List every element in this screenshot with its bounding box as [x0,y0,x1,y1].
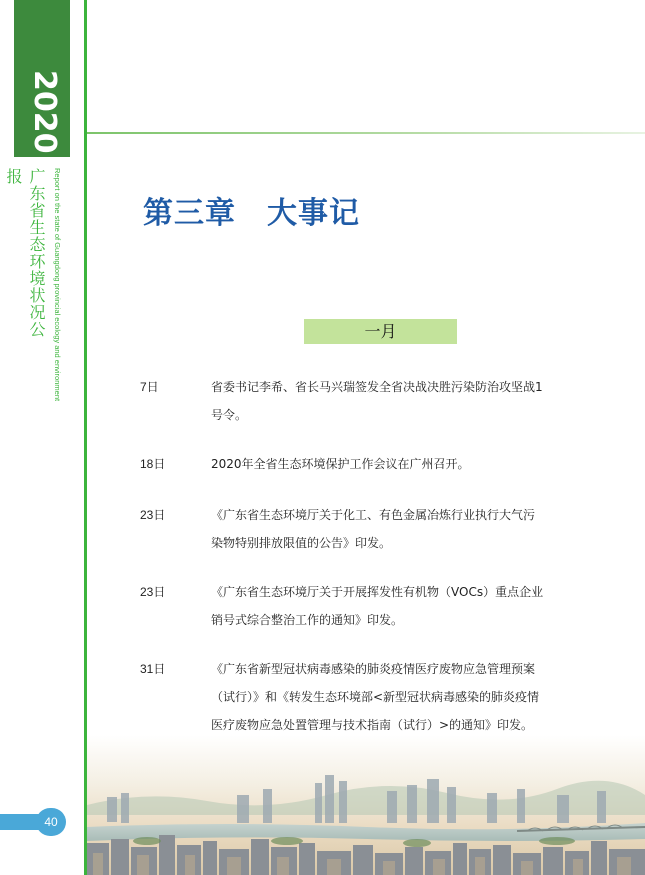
event-day: 18日 [140,457,166,471]
event-day: 7日 [140,380,159,394]
page-number: 40 [36,808,66,836]
report-title-cn: 广东省生态环境状况公报 [4,168,46,338]
report-year: 2020 [27,70,62,154]
city-skyline-illustration [87,735,645,875]
header-rule [87,132,645,134]
event-day: 23日 [140,585,166,599]
chapter-title: 第三章 大事记 [143,196,360,231]
event-text: 《广东省生态环境厅关于化工、有色金属冶炼行业执行大气污染物特别排放限值的公告》印发。 [211,508,536,550]
event-text: 省委书记李希、省长马兴瑞签发全省决战决胜污染防治攻坚战1号令。 [211,380,543,422]
sidebar [0,0,86,875]
event-day: 23日 [140,508,166,522]
event-day: 31日 [140,662,166,676]
month-heading: 一月 [304,319,457,344]
event-text: 《广东省生态环境厅关于开展挥发性有机物（VOCs）重点企业销号式综合整治工作的通知》印发。 [211,585,544,627]
event-text: 2020年全省生态环境保护工作会议在广州召开。 [211,457,470,471]
event-text: 《广东省新型冠状病毒感染的肺炎疫情医疗废物应急管理预案（试行）》和《转发生态环境部<新型冠状病毒感染的肺炎疫情医疗废物应急处置管理与技术指南（试行）>的通知》印发。 [211,662,540,732]
report-title-en: Report on the state of Guangdong provincial ecology and environment [53,168,62,402]
